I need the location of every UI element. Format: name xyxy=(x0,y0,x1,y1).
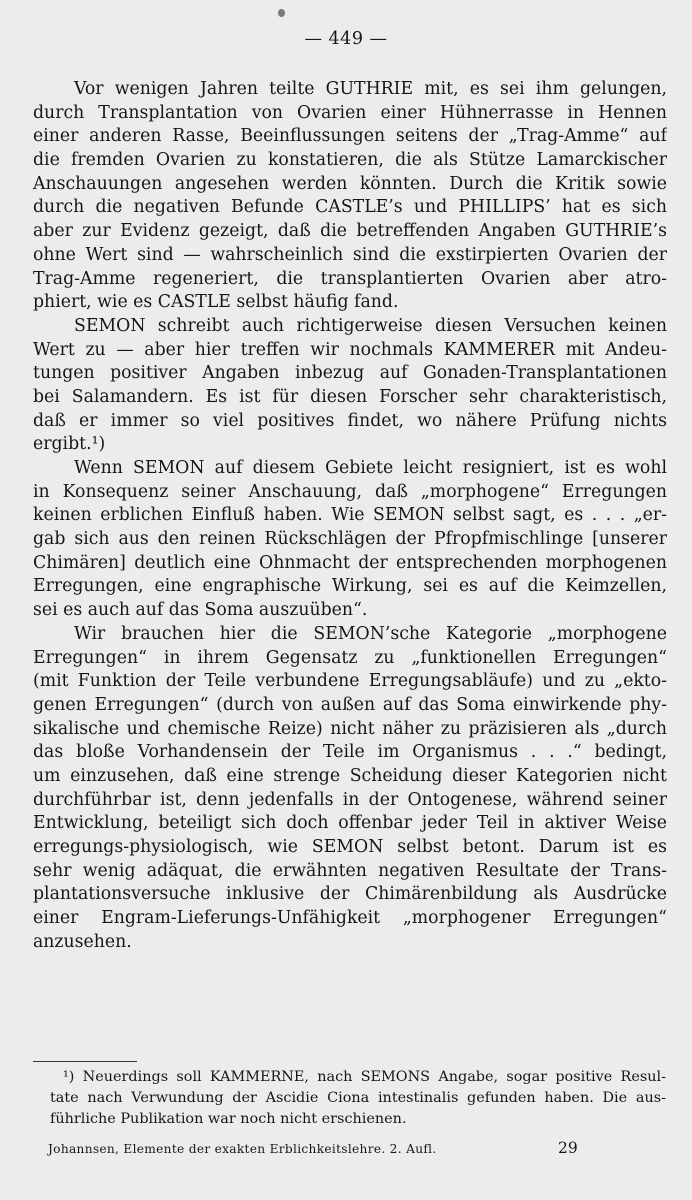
text-line: in Konsequenz seiner Anschauung, daß „morphogene“ Erregungen xyxy=(33,481,667,502)
text-line: die fremden Ovarien zu konstatieren, die als Stütze Lamarckischer xyxy=(33,150,667,171)
text-line: tungen positiver Angaben inbezug auf Gonaden-Transplantationen xyxy=(33,363,667,384)
text-line: Wenn SEMON auf diesem Gebiete leicht resigniert, ist es wohl xyxy=(74,458,667,478)
text-line: phiert, wie es CASTLE selbst häufig fand. xyxy=(33,292,399,313)
text-line: (mit Funktion der Teile verbundene Erregungsabläufe) und zu „ekto- xyxy=(33,671,667,692)
text-line: einer Engram-Lieferungs-Unfähigkeit „morphogener Erregungen“ xyxy=(33,908,667,929)
footnote-line: ¹) Neuerdings soll KAMMERNE, nach SEMONS Angabe, sogar positive Resul- xyxy=(63,1069,666,1085)
text-line: Wir brauchen hier die SEMON’sche Kategorie „morphogene xyxy=(74,623,667,644)
text-line: erregungs-physiologisch, wie SEMON selbst betont. Darum ist es xyxy=(33,837,667,857)
text-line: durch Transplantation von Ovarien einer Hühnerrasse in Hennen xyxy=(33,102,667,123)
text-line: plantationsversuche inklusive der Chimärenbildung als Ausdrücke xyxy=(33,884,667,905)
footnote-rule xyxy=(33,1061,137,1062)
text-line: aber zur Evidenz gezeigt, daß die betreffenden Angaben GUTHRIE’s xyxy=(33,221,667,242)
text-line: das bloße Vorhandensein der Teile im Organismus . . .“ bedingt, xyxy=(33,742,667,763)
text-line: Vor wenigen Jahren teilte GUTHRIE mit, es sei ihm gelungen, xyxy=(74,79,667,99)
text-line: sei es auch auf das Soma auszuüben“. xyxy=(33,600,368,621)
text-line: um einzusehen, daß eine strenge Scheidung dieser Kategorien nicht xyxy=(33,765,667,786)
paragraph xyxy=(33,78,667,315)
paragraph xyxy=(33,457,667,623)
footnote-line: tate nach Verwundung der Ascidie Ciona intestinalis gefunden haben. Die aus- xyxy=(50,1090,666,1106)
text-line: Erregungen“ in ihrem Gegensatz zu „funktionellen Erregungen“ xyxy=(33,647,667,668)
text-line: Chimären] deutlich eine Ohnmacht der entsprechenden morphogenen xyxy=(33,552,667,573)
text-line: anzusehen. xyxy=(33,931,132,952)
text-line: sehr wenig adäquat, die erwähnten negativen Resultate der Trans- xyxy=(33,860,667,881)
text-line: ergibt.¹) xyxy=(33,434,106,455)
body-text xyxy=(33,78,667,954)
ink-spot xyxy=(278,9,285,17)
paragraph xyxy=(33,315,667,457)
text-line: durch die negativen Befunde CASTLE’s und PHILLIPS’ hat es sich xyxy=(33,197,667,218)
text-line: Anschauungen angesehen werden könnten. Durch die Kritik sowie xyxy=(33,173,667,194)
printer-signature: Johannsen, Elemente der exakten Erblichkeitslehre. 2. Aufl. xyxy=(48,1142,437,1156)
page-number: — 449 — xyxy=(304,29,388,49)
text-line: Erregungen, eine engraphische Wirkung, sei es auf die Keimzellen, xyxy=(33,576,667,597)
footnote-line: führliche Publikation war noch nicht erschienen. xyxy=(50,1111,407,1127)
signature-number: 29 xyxy=(558,1139,578,1157)
text-line: Trag-Amme regeneriert, die transplantierten Ovarien aber atro- xyxy=(33,268,667,289)
text-line: ohne Wert sind — wahrscheinlich sind die exstirpierten Ovarien der xyxy=(33,244,667,265)
text-line: durchführbar ist, denn jedenfalls in der Ontogenese, während seiner xyxy=(33,789,667,810)
footnote xyxy=(50,1067,666,1130)
text-line: SEMON schreibt auch richtigerweise diesen Versuchen keinen xyxy=(74,315,667,336)
text-line: genen Erregungen“ (durch von außen auf das Soma einwirkende phy- xyxy=(33,694,667,715)
text-line: keinen erblichen Einfluß haben. Wie SEMON selbst sagt, es . . . „er- xyxy=(33,505,667,526)
text-line: bei Salamandern. Es ist für diesen Forscher sehr charakteristisch, xyxy=(33,386,667,407)
paragraph xyxy=(33,623,667,955)
text-line: Entwicklung, beteiligt sich doch offenbar jeder Teil in aktiver Weise xyxy=(33,813,667,834)
text-line: einer anderen Rasse, Beeinflussungen seitens der „Trag-Amme“ auf xyxy=(33,126,667,147)
text-line: sikalische und chemische Reize) nicht näher zu präzisieren als „durch xyxy=(33,718,667,739)
text-line: daß er immer so viel positives findet, wo nähere Prüfung nichts xyxy=(33,410,667,431)
text-line: gab sich aus den reinen Rückschlägen der Pfropfmischlinge [unserer xyxy=(33,529,667,550)
text-line: Wert zu — aber hier treffen wir nochmals KAMMERER mit Andeu- xyxy=(33,339,667,360)
